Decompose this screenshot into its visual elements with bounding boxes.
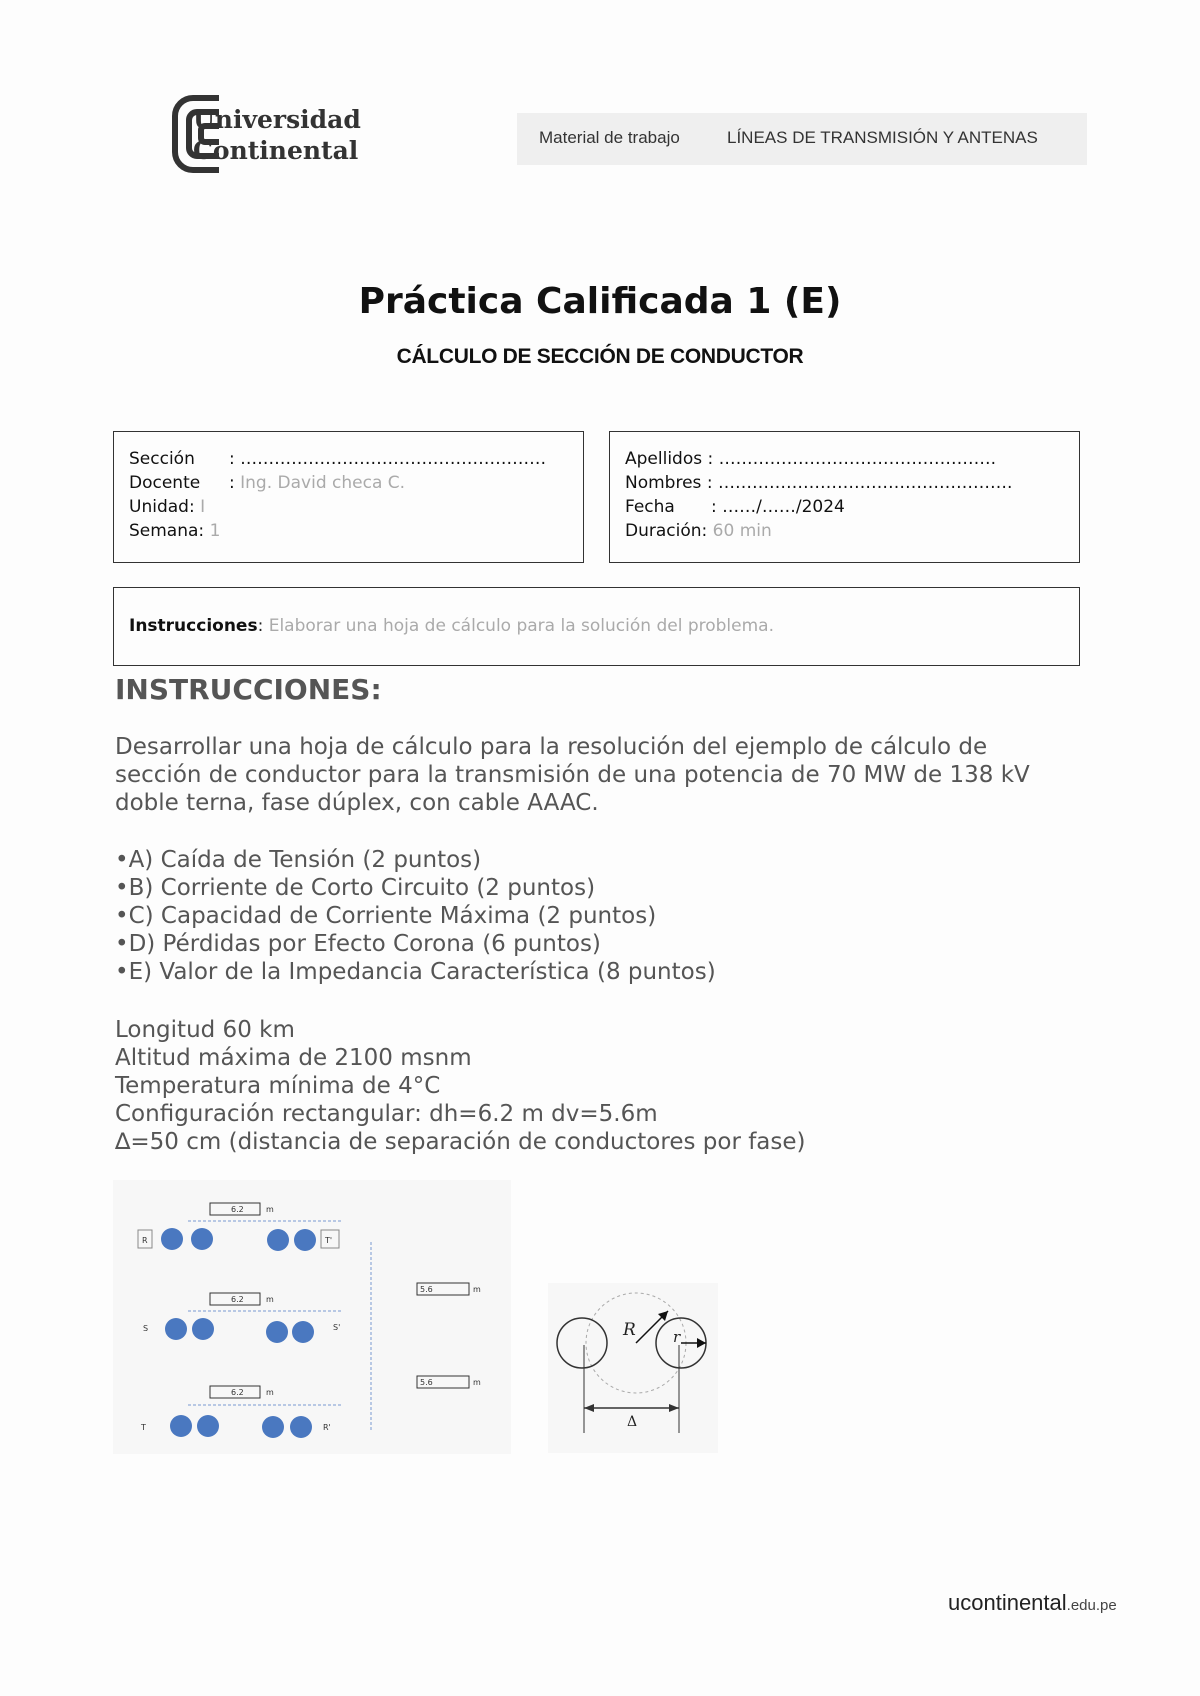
list-item: •A) Caída de Tensión (2 puntos) <box>115 847 482 873</box>
field-unidad <box>129 495 205 519</box>
dv-label: 5.6 <box>420 1285 433 1294</box>
bundle-diagram <box>548 1283 718 1453</box>
footer-brand-name: ucontinental <box>948 1590 1067 1615</box>
field-sep: : <box>706 473 713 493</box>
phase-label-left: T <box>141 1423 146 1432</box>
header-course-box <box>517 113 1087 165</box>
page-title: Práctica Calificada 1 (E) <box>358 281 842 322</box>
conductor <box>165 1318 187 1340</box>
field-semana <box>129 519 220 543</box>
dh-label: 6.2 <box>231 1295 244 1304</box>
arrowhead <box>584 1404 594 1412</box>
label-r: r <box>673 1328 681 1346</box>
subconductor-circle <box>557 1318 607 1368</box>
list-item: •C) Capacidad de Corriente Máxima (2 puntos) <box>115 903 657 929</box>
tower-configuration-diagram <box>113 1180 511 1454</box>
info-box-right <box>609 431 1080 563</box>
course-name: LÍNEAS DE TRANSMISIÓN Y ANTENAS <box>727 128 1038 147</box>
field-label: Unidad: <box>129 497 195 517</box>
university-line2: Continental <box>193 136 359 165</box>
field-value: 1 <box>209 521 221 541</box>
field-nombres <box>625 471 1012 495</box>
conductor <box>262 1416 284 1438</box>
phase-label-left: R <box>142 1236 148 1245</box>
list-item: •E) Valor de la Impedancia Característica (8 puntos) <box>115 959 716 985</box>
material-label: Material de trabajo <box>539 128 680 147</box>
label-R: R <box>623 1320 636 1340</box>
list-item: •B) Corriente de Corto Circuito (2 puntos) <box>115 875 596 901</box>
param-line: ∆=50 cm (distancia de separación de conductores por fase) <box>115 1129 806 1155</box>
instructions-box <box>113 587 1080 666</box>
field-value: 60 min <box>712 521 772 541</box>
unit-label: m <box>473 1285 481 1294</box>
intro-line: doble terna, fase dúplex, con cable AAAC. <box>115 790 599 816</box>
param-line: Configuración rectangular: dh=6.2 m dv=5.6m <box>115 1101 658 1127</box>
instructions-text: Elaborar una hoja de cálculo para la solución del problema. <box>268 616 774 636</box>
field-value: Ing. David checa C. <box>240 473 406 493</box>
conductor <box>192 1318 214 1340</box>
field-docente <box>129 471 405 495</box>
conductor <box>161 1228 183 1250</box>
field-value: ……/……/2024 <box>722 497 845 517</box>
param-line: Temperatura mínima de 4°C <box>115 1073 441 1099</box>
field-fecha <box>625 495 845 519</box>
unit-label: m <box>266 1205 274 1214</box>
unit-label: m <box>266 1295 274 1304</box>
conductor <box>191 1228 213 1250</box>
field-sep: : <box>711 497 717 517</box>
conductor <box>170 1415 192 1437</box>
intro-paragraph <box>115 733 1030 817</box>
field-seccion <box>129 447 546 471</box>
list-item: •D) Pérdidas por Efecto Corona (6 puntos) <box>115 931 601 957</box>
field-label: Fecha <box>625 497 675 517</box>
parameters-list <box>115 1016 806 1156</box>
conductor <box>267 1229 289 1251</box>
field-label: Semana: <box>129 521 205 541</box>
unit-label: m <box>473 1378 481 1387</box>
field-value: ……………………………………………. <box>717 473 1013 493</box>
conductor <box>197 1415 219 1437</box>
dh-label: 6.2 <box>231 1388 244 1397</box>
field-value: I <box>200 497 206 517</box>
field-apellidos <box>625 447 996 471</box>
conductor <box>290 1416 312 1438</box>
field-sep: : <box>707 449 714 469</box>
field-duracion <box>625 519 772 543</box>
footer-brand <box>948 1590 1117 1616</box>
dv-label: 5.6 <box>420 1378 433 1387</box>
phase-label-left: S <box>143 1324 149 1333</box>
field-value: ……………………………………………… <box>240 449 547 469</box>
phase-label-right: R' <box>323 1423 331 1432</box>
phase-label-right: T' <box>325 1236 333 1245</box>
instructions-label: Instrucciones <box>129 616 258 636</box>
conductor <box>292 1321 314 1343</box>
instructions-line: Instrucciones: Elaborar una hoja de cálculo para la solución del problema. <box>129 616 774 636</box>
field-sep: : <box>229 449 235 469</box>
conductor <box>266 1321 288 1343</box>
page-subtitle: CÁLCULO DE SECCIÓN DE CONDUCTOR <box>396 345 804 368</box>
section-heading: INSTRUCCIONES: <box>115 673 382 706</box>
label-delta: Δ <box>627 1414 638 1430</box>
tower-configuration-svg <box>113 1180 511 1454</box>
phase-label-right: S' <box>333 1323 341 1332</box>
arrowhead <box>669 1404 679 1412</box>
field-label: Docente <box>129 473 201 493</box>
field-value: …………………………………………. <box>718 449 997 469</box>
info-box-left <box>113 431 584 563</box>
grading-list <box>115 846 716 986</box>
conductor <box>294 1229 316 1251</box>
field-label: Nombres <box>625 473 702 493</box>
arrowhead <box>697 1338 706 1348</box>
field-label: Duración: <box>625 521 708 541</box>
field-label: Apellidos <box>625 449 703 469</box>
field-sep: : <box>229 473 235 493</box>
param-line: Longitud 60 km <box>115 1017 295 1043</box>
intro-line: Desarrollar una hoja de cálculo para la resolución del ejemplo de cálculo de <box>115 734 988 760</box>
university-name <box>193 104 361 166</box>
field-label: Sección <box>129 449 195 469</box>
footer-domain: .edu.pe <box>1066 1597 1117 1614</box>
intro-line: sección de conductor para la transmisión de una potencia de 70 MW de 138 kV <box>115 762 1030 788</box>
university-line1: Universidad <box>193 105 361 134</box>
bundle-svg <box>548 1283 718 1453</box>
param-line: Altitud máxima de 2100 msnm <box>115 1045 472 1071</box>
dh-label: 6.2 <box>231 1205 244 1214</box>
unit-label: m <box>266 1388 274 1397</box>
